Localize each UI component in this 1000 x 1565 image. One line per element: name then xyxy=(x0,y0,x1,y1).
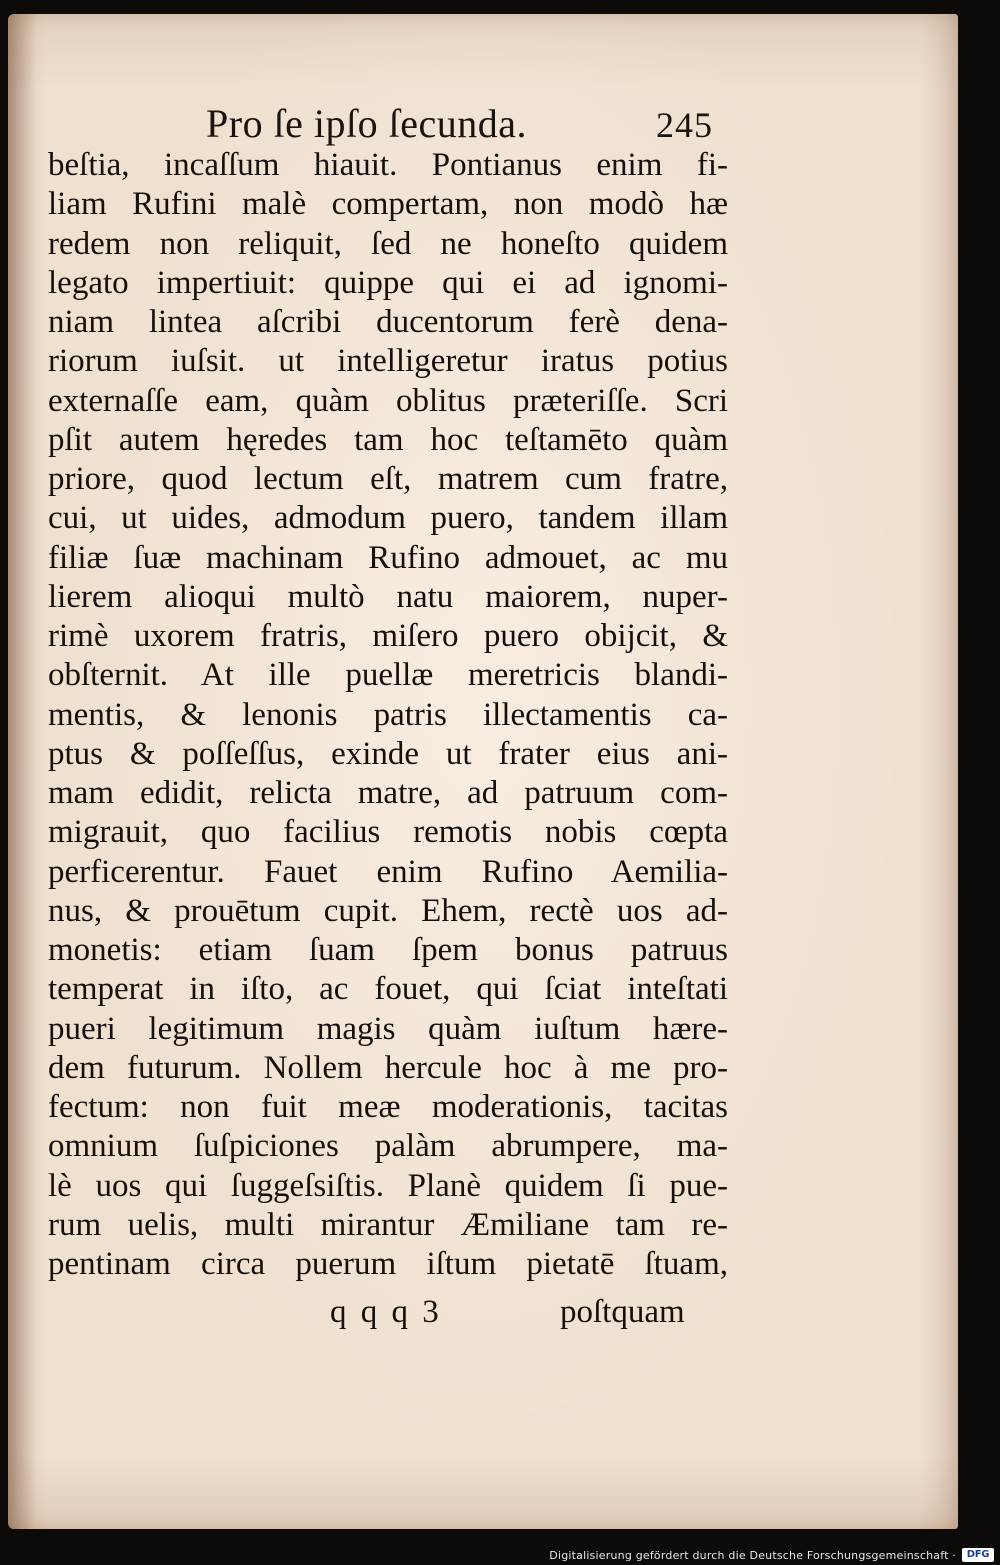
text-line: riorum iuſsit. ut intelligeretur iratus potius xyxy=(48,343,728,380)
text-line: rimè uxorem fratris, miſero puero obijcit, & xyxy=(48,618,728,654)
text-line: omnium ſuſpiciones palàm abrumpere, ma- xyxy=(48,1128,728,1165)
dfg-logo-icon: DFG xyxy=(962,1548,994,1562)
funding-credit: Digitalisierung gefördert durch die Deutsche Forschungsgemeinschaft · xyxy=(549,1549,956,1562)
text-line: dem futurum. Nollem hercule hoc à me pro- xyxy=(48,1049,728,1086)
page-footer xyxy=(8,1294,958,1342)
text-line: mam edidit, relicta matre, ad patruum com- xyxy=(48,775,728,811)
text-line: externaſſe eam, quàm oblitus præteriſſe. Scri xyxy=(48,382,728,419)
catchword: poſtquam xyxy=(560,1294,685,1330)
text-line: legato impertiuit: quippe qui ei ad ignomi- xyxy=(48,264,728,301)
running-title: Pro ſe ipſo ſecunda. xyxy=(206,101,528,146)
text-line: temperat in iſto, ac fouet, qui ſciat inteſtati xyxy=(48,971,728,1008)
text-line: nus, & prouētum cupit. Ehem, rectè uos ad- xyxy=(48,892,728,929)
book-page xyxy=(8,14,958,1529)
text-line: mentis, & lenonis patris illectamentis ca- xyxy=(48,696,728,733)
text-line: obſternit. At ille puellæ meretricis blandi- xyxy=(48,657,728,694)
text-line: redem non reliquit, ſed ne honeſto quidem xyxy=(48,225,728,262)
text-line: pentinam circa puerum iſtum pietatē ſtuam, xyxy=(48,1246,728,1282)
text-line: cui, ut uides, admodum puero, tandem illam xyxy=(48,500,728,537)
text-line: lierem alioqui multò natu maiorem, nuper- xyxy=(48,578,728,615)
text-line: priore, quod lectum eſt, matrem cum fratre, xyxy=(48,461,728,497)
text-line: ptus & poſſeſſus, exinde ut frater eius ani- xyxy=(48,735,728,772)
text-line: monetis: etiam ſuam ſpem bonus patruus xyxy=(48,932,728,968)
body-text xyxy=(48,146,728,1284)
text-line: pueri legitimum magis quàm iuſtum hære- xyxy=(48,1010,728,1047)
text-line: pſit autem hęredes tam hoc teſtamēto quàm xyxy=(48,421,728,458)
text-line: migrauit, quo facilius remotis nobis cœpta xyxy=(48,814,728,851)
text-line: perficerentur. Fauet enim Rufino Aemilia- xyxy=(48,853,728,890)
text-line: lè uos qui ſuggeſsiſtis. Planè quidem ſi pue- xyxy=(48,1167,728,1204)
signature-mark: q q q 3 xyxy=(330,1294,442,1330)
text-line: fectum: non fuit meæ moderationis, tacitas xyxy=(48,1089,728,1125)
text-line: niam lintea aſcribi ducentorum ferè dena- xyxy=(48,304,728,340)
text-line: beſtia, incaſſum hiauit. Pontianus enim fi- xyxy=(48,147,728,183)
text-line: rum uelis, multi mirantur Æmiliane tam re- xyxy=(48,1206,728,1243)
text-line: liam Rufini malè compertam, non modò hæ xyxy=(48,186,728,223)
page-header xyxy=(8,100,958,150)
digitization-credit-bar xyxy=(0,1531,1000,1565)
text-line: filiæ ſuæ machinam Rufino admouet, ac mu xyxy=(48,539,728,576)
page-number: 245 xyxy=(656,105,713,145)
